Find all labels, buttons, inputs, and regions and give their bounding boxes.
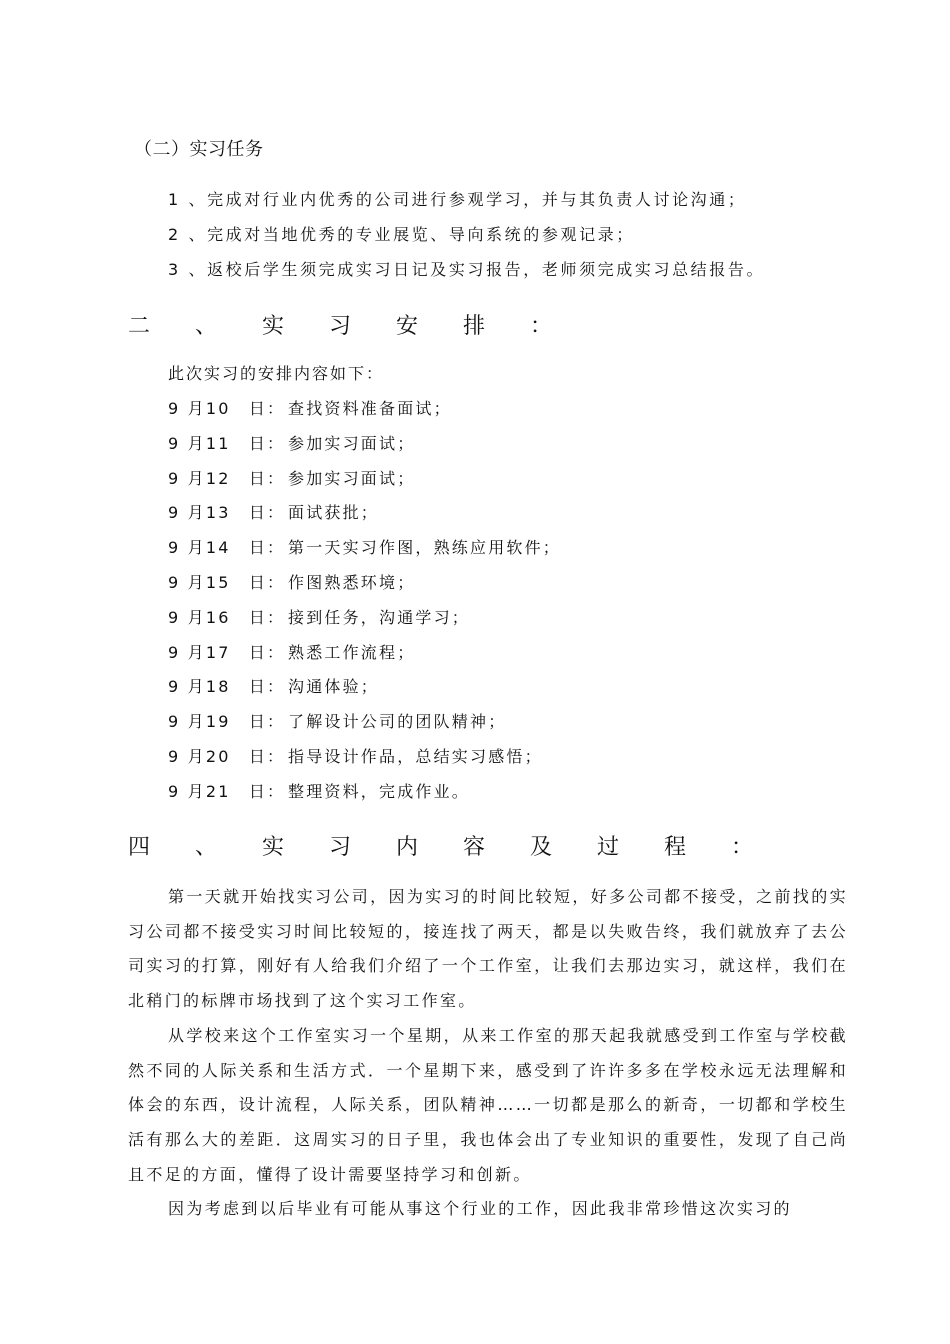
schedule-date: 9 月21 日： — [168, 781, 286, 801]
schedule-date: 9 月18 日： — [168, 677, 286, 697]
task-list — [168, 186, 765, 291]
schedule-item — [168, 465, 561, 500]
schedule-item — [168, 395, 561, 430]
schedule-task: 指导设计作品，总结实习感悟； — [288, 746, 543, 766]
paragraph: 因为考虑到以后毕业有可能从事这个行业的工作，因此我非常珍惜这次实习的 — [168, 1199, 792, 1219]
schedule-task: 第一天实习作图，熟练应用软件； — [288, 538, 562, 558]
schedule-date: 9 月12 日： — [168, 468, 286, 488]
schedule-date: 9 月15 日： — [168, 572, 286, 592]
task-item: 3 、返校后学生须完成实习日记及实习报告，老师须完成实习总结报告。 — [168, 260, 766, 279]
schedule-date: 9 月16 日： — [168, 607, 286, 627]
schedule-item — [168, 569, 561, 604]
schedule-task: 了解设计公司的团队精神； — [288, 712, 507, 732]
heading-content: 四 、 实 习 内 容 及 过 程 ： — [128, 835, 772, 860]
schedule-item — [168, 430, 561, 465]
schedule-date: 9 月17 日： — [168, 642, 286, 662]
schedule-task: 沟通体验； — [288, 677, 380, 697]
body-text — [128, 880, 848, 1227]
schedule-list — [168, 395, 561, 813]
schedule-task: 接到任务，沟通学习； — [288, 607, 471, 627]
schedule-item — [168, 499, 561, 534]
schedule-item — [168, 534, 561, 569]
schedule-date: 9 月20 日： — [168, 746, 286, 766]
schedule-task: 面试获批； — [288, 503, 380, 523]
schedule-item — [168, 778, 561, 813]
schedule-item — [168, 673, 561, 708]
schedule-task: 参加实习面试； — [288, 468, 416, 488]
schedule-date: 9 月14 日： — [168, 538, 286, 558]
schedule-item — [168, 708, 561, 743]
task-item: 2 、完成对当地优秀的专业展览、导向系统的参观记录； — [168, 225, 635, 244]
task-item: 1 、完成对行业内优秀的公司进行参观学习，并与其负责人讨论沟通； — [168, 190, 747, 209]
schedule-task: 整理资料，完成作业。 — [288, 781, 471, 801]
schedule-item — [168, 743, 561, 778]
schedule-date: 9 月13 日： — [168, 503, 286, 523]
paragraph: 第一天就开始找实习公司，因为实习的时间比较短，好多公司都不接受，之前找的实习公司都不接受实习时间比较短的，接连找了两天，都是以失败告终，我们就放弃了去公司实习的打算，刚好有人给我们介绍了一个工作室，让我们去那边实习，就这样，我们在北稍门的标牌市场找到了这个实习工作室。 — [128, 887, 848, 1011]
schedule-task: 作图熟悉环境； — [288, 572, 416, 592]
schedule-item — [168, 604, 561, 639]
section-subheading: （二）实习任务 — [134, 139, 264, 160]
schedule-date: 9 月11 日： — [168, 433, 286, 453]
schedule-date: 9 月19 日： — [168, 712, 286, 732]
schedule-task: 熟悉工作流程； — [288, 642, 416, 662]
schedule-task: 查找资料准备面试； — [288, 399, 452, 418]
arrangement-intro: 此次实习的安排内容如下： — [168, 364, 385, 383]
paragraph: 从学校来这个工作室实习一个星期，从来工作室的那天起我就感受到工作室与学校截然不同的人际关系和生活方式．一个星期下来，感受到了许许多多在学校永远无法理解和体会的东西，设计流程，人际关系，团队精神……一切都是那么的新奇，一切都和学校生活有那么大的差距．这周实习的日子里，我也体会出了专业知识的重要性，发现了自己尚且不足的方面，懂得了设计需要坚持学习和创新。 — [128, 1025, 848, 1184]
schedule-date: 9 月10 日： — [168, 399, 286, 418]
schedule-task: 参加实习面试； — [288, 433, 416, 453]
heading-arrangement: 二 、 实 习 安 排 ： — [128, 314, 571, 339]
schedule-item — [168, 639, 561, 674]
